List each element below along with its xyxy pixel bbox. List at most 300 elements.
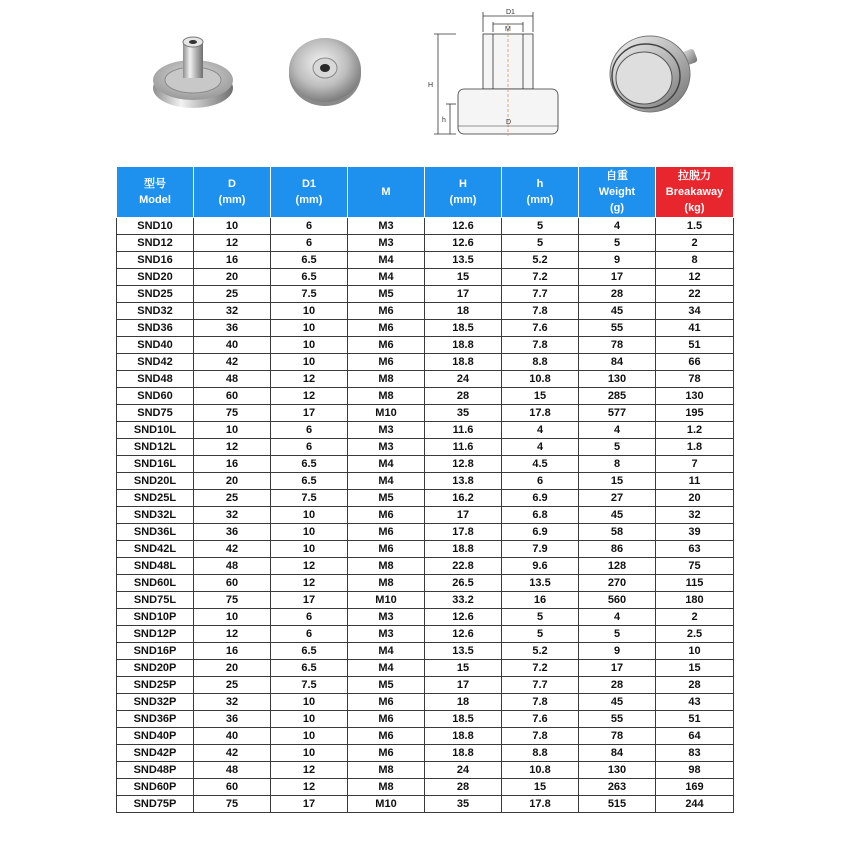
cell-weight: 515 (579, 796, 656, 813)
cell-h: 18.8 (425, 728, 502, 745)
cell-d1: 10 (271, 694, 348, 711)
cell-h: 26.5 (425, 575, 502, 592)
cell-m: M6 (348, 711, 425, 728)
cell-d1: 7.5 (271, 490, 348, 507)
cell-d1: 6.5 (271, 473, 348, 490)
cell-d1: 10 (271, 507, 348, 524)
cell-breakaway: 12 (656, 269, 734, 286)
cell-weight: 28 (579, 677, 656, 694)
table-row (117, 677, 734, 694)
cell-h-small: 8.8 (502, 745, 579, 762)
cell-weight: 17 (579, 269, 656, 286)
cell-h: 12.6 (425, 235, 502, 252)
cell-d1: 17 (271, 592, 348, 609)
cell-h-small: 17.8 (502, 405, 579, 422)
cell-d: 20 (194, 660, 271, 677)
cell-h-small: 10.8 (502, 371, 579, 388)
cell-model: SND42L (117, 541, 194, 558)
cell-m: M8 (348, 388, 425, 405)
pot-magnet-thread-image (285, 30, 365, 110)
cell-breakaway: 83 (656, 745, 734, 762)
cell-h-small: 13.5 (502, 575, 579, 592)
cell-m: M8 (348, 779, 425, 796)
cell-d: 75 (194, 405, 271, 422)
cell-m: M6 (348, 745, 425, 762)
table-row (117, 405, 734, 422)
cell-h-small: 5.2 (502, 643, 579, 660)
cell-h-small: 9.6 (502, 558, 579, 575)
cell-model: SND48P (117, 762, 194, 779)
table-row (117, 388, 734, 405)
cell-m: M3 (348, 218, 425, 235)
cell-h-small: 6.9 (502, 524, 579, 541)
cell-m: M6 (348, 303, 425, 320)
cell-d1: 12 (271, 762, 348, 779)
cell-breakaway: 11 (656, 473, 734, 490)
table-row (117, 337, 734, 354)
cell-d: 20 (194, 269, 271, 286)
table-row (117, 728, 734, 745)
cell-d1: 12 (271, 371, 348, 388)
cell-d: 25 (194, 490, 271, 507)
cell-d: 12 (194, 235, 271, 252)
header-m: M (348, 167, 425, 218)
cell-d1: 10 (271, 303, 348, 320)
cell-breakaway: 64 (656, 728, 734, 745)
cell-d1: 6 (271, 439, 348, 456)
cell-breakaway: 63 (656, 541, 734, 558)
cell-weight: 5 (579, 626, 656, 643)
cell-breakaway: 195 (656, 405, 734, 422)
cell-h: 17.8 (425, 524, 502, 541)
cell-h: 15 (425, 660, 502, 677)
cell-weight: 8 (579, 456, 656, 473)
table-row (117, 626, 734, 643)
cell-d1: 10 (271, 541, 348, 558)
table-row (117, 269, 734, 286)
cell-m: M6 (348, 320, 425, 337)
cell-h-small: 7.8 (502, 337, 579, 354)
cell-weight: 577 (579, 405, 656, 422)
cell-m: M4 (348, 473, 425, 490)
cell-weight: 86 (579, 541, 656, 558)
cell-model: SND60P (117, 779, 194, 796)
cell-m: M3 (348, 422, 425, 439)
cell-h-small: 7.8 (502, 728, 579, 745)
cell-weight: 4 (579, 218, 656, 235)
cell-h-small: 6.9 (502, 490, 579, 507)
cell-h-small: 8.8 (502, 354, 579, 371)
cell-d: 48 (194, 558, 271, 575)
cell-breakaway: 32 (656, 507, 734, 524)
cell-breakaway: 28 (656, 677, 734, 694)
cell-m: M6 (348, 337, 425, 354)
cell-m: M3 (348, 235, 425, 252)
cell-h-small: 5 (502, 235, 579, 252)
table-row (117, 575, 734, 592)
cell-h-small: 16 (502, 592, 579, 609)
cell-m: M10 (348, 405, 425, 422)
cell-h: 18.8 (425, 354, 502, 371)
cell-h-small: 7.2 (502, 269, 579, 286)
table-row (117, 592, 734, 609)
cell-d: 10 (194, 422, 271, 439)
cell-h: 11.6 (425, 439, 502, 456)
cell-h-small: 5 (502, 609, 579, 626)
cell-h-small: 6 (502, 473, 579, 490)
cell-m: M6 (348, 728, 425, 745)
cell-h: 18.8 (425, 541, 502, 558)
cell-model: SND20L (117, 473, 194, 490)
cell-weight: 130 (579, 762, 656, 779)
cell-breakaway: 8 (656, 252, 734, 269)
cell-model: SND60 (117, 388, 194, 405)
cell-model: SND32P (117, 694, 194, 711)
header-d1: D1 (mm) (271, 167, 348, 218)
cell-d1: 10 (271, 524, 348, 541)
table-row (117, 473, 734, 490)
cell-h: 17 (425, 286, 502, 303)
pot-magnet-side-image (604, 18, 704, 123)
table-row (117, 711, 734, 728)
cell-h: 18.5 (425, 320, 502, 337)
cell-d1: 6.5 (271, 269, 348, 286)
cell-weight: 78 (579, 728, 656, 745)
table-row (117, 609, 734, 626)
cell-m: M3 (348, 609, 425, 626)
cell-breakaway: 130 (656, 388, 734, 405)
cell-m: M5 (348, 286, 425, 303)
diagram-label-d: D (506, 119, 512, 126)
table-row (117, 490, 734, 507)
cell-h: 17 (425, 507, 502, 524)
cell-weight: 78 (579, 337, 656, 354)
cell-h-small: 17.8 (502, 796, 579, 813)
cell-model: SND12L (117, 439, 194, 456)
cell-model: SND42 (117, 354, 194, 371)
table-row (117, 643, 734, 660)
table-row (117, 252, 734, 269)
cell-h: 18.5 (425, 711, 502, 728)
cell-model: SND75 (117, 405, 194, 422)
cell-model: SND36P (117, 711, 194, 728)
cell-breakaway: 75 (656, 558, 734, 575)
cell-h-small: 7.6 (502, 711, 579, 728)
cell-h-small: 4 (502, 422, 579, 439)
cell-weight: 45 (579, 694, 656, 711)
cell-h-small: 15 (502, 388, 579, 405)
cell-model: SND36 (117, 320, 194, 337)
cell-m: M5 (348, 490, 425, 507)
cell-h: 18 (425, 694, 502, 711)
cell-breakaway: 2 (656, 235, 734, 252)
cell-m: M3 (348, 626, 425, 643)
cell-m: M10 (348, 592, 425, 609)
cell-h-small: 5.2 (502, 252, 579, 269)
cell-weight: 560 (579, 592, 656, 609)
cell-model: SND10P (117, 609, 194, 626)
cell-h-small: 7.2 (502, 660, 579, 677)
cell-d1: 6 (271, 626, 348, 643)
cell-m: M4 (348, 456, 425, 473)
cell-breakaway: 244 (656, 796, 734, 813)
cell-weight: 263 (579, 779, 656, 796)
cell-h-small: 5 (502, 626, 579, 643)
cell-model: SND75L (117, 592, 194, 609)
cell-model: SND20P (117, 660, 194, 677)
cell-breakaway: 22 (656, 286, 734, 303)
cell-breakaway: 39 (656, 524, 734, 541)
header-model: 型号 Model (117, 167, 194, 218)
cell-h: 18.8 (425, 337, 502, 354)
table-row (117, 235, 734, 252)
cell-h-small: 10.8 (502, 762, 579, 779)
cell-weight: 45 (579, 507, 656, 524)
cell-h-small: 15 (502, 779, 579, 796)
cell-h: 28 (425, 388, 502, 405)
cell-model: SND25P (117, 677, 194, 694)
cell-h-small: 7.6 (502, 320, 579, 337)
cell-breakaway: 43 (656, 694, 734, 711)
cell-m: M4 (348, 252, 425, 269)
table-row (117, 541, 734, 558)
spec-table (116, 166, 734, 813)
table-row (117, 779, 734, 796)
cell-model: SND25L (117, 490, 194, 507)
table-row (117, 762, 734, 779)
cell-m: M6 (348, 354, 425, 371)
dimension-diagram (408, 4, 568, 139)
cell-d: 32 (194, 507, 271, 524)
cell-model: SND36L (117, 524, 194, 541)
cell-d: 75 (194, 796, 271, 813)
cell-m: M5 (348, 677, 425, 694)
cell-breakaway: 66 (656, 354, 734, 371)
table-row (117, 286, 734, 303)
cell-d1: 10 (271, 337, 348, 354)
cell-model: SND48 (117, 371, 194, 388)
cell-model: SND48L (117, 558, 194, 575)
cell-breakaway: 1.5 (656, 218, 734, 235)
cell-h-small: 7.7 (502, 677, 579, 694)
cell-d: 12 (194, 439, 271, 456)
cell-m: M6 (348, 694, 425, 711)
cell-model: SND12 (117, 235, 194, 252)
cell-weight: 4 (579, 609, 656, 626)
cell-h: 13.8 (425, 473, 502, 490)
cell-model: SND60L (117, 575, 194, 592)
cell-h-small: 7.8 (502, 303, 579, 320)
cell-d1: 6 (271, 609, 348, 626)
cell-model: SND25 (117, 286, 194, 303)
cell-h: 12.6 (425, 609, 502, 626)
cell-d1: 6 (271, 218, 348, 235)
diagram-label-h-small: h (442, 117, 446, 124)
cell-weight: 15 (579, 473, 656, 490)
cell-weight: 28 (579, 286, 656, 303)
cell-d1: 12 (271, 558, 348, 575)
cell-d: 25 (194, 286, 271, 303)
cell-d1: 12 (271, 575, 348, 592)
cell-d1: 12 (271, 779, 348, 796)
cell-d: 36 (194, 320, 271, 337)
cell-h: 13.5 (425, 643, 502, 660)
cell-d: 42 (194, 541, 271, 558)
cell-m: M8 (348, 575, 425, 592)
cell-d: 25 (194, 677, 271, 694)
cell-m: M6 (348, 524, 425, 541)
cell-d: 40 (194, 728, 271, 745)
table-row (117, 694, 734, 711)
cell-m: M3 (348, 439, 425, 456)
cell-breakaway: 2 (656, 609, 734, 626)
table-row (117, 354, 734, 371)
cell-h: 18 (425, 303, 502, 320)
cell-weight: 17 (579, 660, 656, 677)
cell-d: 60 (194, 575, 271, 592)
cell-d: 42 (194, 354, 271, 371)
table-row (117, 524, 734, 541)
cell-breakaway: 180 (656, 592, 734, 609)
cell-breakaway: 78 (656, 371, 734, 388)
cell-breakaway: 7 (656, 456, 734, 473)
header-h: H (mm) (425, 167, 502, 218)
cell-h: 24 (425, 762, 502, 779)
table-row (117, 507, 734, 524)
table-row (117, 558, 734, 575)
diagram-label-h-big: H (428, 82, 434, 89)
cell-h: 24 (425, 371, 502, 388)
cell-h: 12.6 (425, 218, 502, 235)
cell-d: 40 (194, 337, 271, 354)
cell-weight: 270 (579, 575, 656, 592)
cell-weight: 55 (579, 711, 656, 728)
cell-breakaway: 34 (656, 303, 734, 320)
cell-weight: 9 (579, 252, 656, 269)
cell-h: 18.8 (425, 745, 502, 762)
cell-breakaway: 41 (656, 320, 734, 337)
cell-d: 60 (194, 388, 271, 405)
cell-h: 35 (425, 405, 502, 422)
cell-d1: 10 (271, 711, 348, 728)
cell-d: 60 (194, 779, 271, 796)
cell-model: SND40 (117, 337, 194, 354)
cell-d: 12 (194, 626, 271, 643)
cell-breakaway: 2.5 (656, 626, 734, 643)
cell-h-small: 4 (502, 439, 579, 456)
cell-m: M10 (348, 796, 425, 813)
cell-d: 20 (194, 473, 271, 490)
cell-d1: 7.5 (271, 286, 348, 303)
cell-h: 11.6 (425, 422, 502, 439)
cell-breakaway: 98 (656, 762, 734, 779)
cell-weight: 55 (579, 320, 656, 337)
cell-m: M8 (348, 558, 425, 575)
cell-h-small: 5 (502, 218, 579, 235)
cell-d1: 17 (271, 796, 348, 813)
cell-d: 10 (194, 218, 271, 235)
cell-weight: 5 (579, 235, 656, 252)
cell-weight: 128 (579, 558, 656, 575)
cell-d1: 10 (271, 320, 348, 337)
table-row (117, 456, 734, 473)
header-breakaway: 拉脱力 Breakaway (kg) (656, 167, 734, 218)
cell-weight: 285 (579, 388, 656, 405)
cell-h-small: 7.7 (502, 286, 579, 303)
cell-h: 13.5 (425, 252, 502, 269)
cell-weight: 84 (579, 745, 656, 762)
cell-h: 35 (425, 796, 502, 813)
cell-breakaway: 115 (656, 575, 734, 592)
cell-d1: 6 (271, 422, 348, 439)
cell-d: 42 (194, 745, 271, 762)
header-d: D (mm) (194, 167, 271, 218)
cell-d1: 12 (271, 388, 348, 405)
cell-d1: 6.5 (271, 456, 348, 473)
cell-model: SND75P (117, 796, 194, 813)
cell-m: M6 (348, 507, 425, 524)
cell-model: SND40P (117, 728, 194, 745)
cell-model: SND10 (117, 218, 194, 235)
table-row (117, 745, 734, 762)
cell-h-small: 4.5 (502, 456, 579, 473)
cell-h: 15 (425, 269, 502, 286)
table-row (117, 218, 734, 235)
table-row (117, 660, 734, 677)
cell-breakaway: 15 (656, 660, 734, 677)
cell-h: 28 (425, 779, 502, 796)
cell-h: 17 (425, 677, 502, 694)
cell-d1: 7.5 (271, 677, 348, 694)
cell-d: 48 (194, 371, 271, 388)
cell-h-small: 6.8 (502, 507, 579, 524)
cell-d1: 6.5 (271, 252, 348, 269)
cell-weight: 27 (579, 490, 656, 507)
table-row (117, 320, 734, 337)
cell-weight: 5 (579, 439, 656, 456)
cell-breakaway: 1.8 (656, 439, 734, 456)
cell-m: M6 (348, 541, 425, 558)
cell-d1: 17 (271, 405, 348, 422)
cell-h: 22.8 (425, 558, 502, 575)
cell-d1: 10 (271, 354, 348, 371)
pot-magnet-stud-image (145, 30, 245, 115)
cell-model: SND16 (117, 252, 194, 269)
cell-d: 16 (194, 643, 271, 660)
cell-d: 16 (194, 456, 271, 473)
cell-weight: 84 (579, 354, 656, 371)
cell-weight: 130 (579, 371, 656, 388)
cell-m: M4 (348, 660, 425, 677)
cell-h: 16.2 (425, 490, 502, 507)
cell-breakaway: 169 (656, 779, 734, 796)
cell-h-small: 7.9 (502, 541, 579, 558)
table-row (117, 422, 734, 439)
cell-d1: 6 (271, 235, 348, 252)
cell-weight: 9 (579, 643, 656, 660)
table-row (117, 303, 734, 320)
cell-m: M8 (348, 371, 425, 388)
cell-d1: 6.5 (271, 643, 348, 660)
cell-breakaway: 51 (656, 711, 734, 728)
header-weight: 自重 Weight (g) (579, 167, 656, 218)
cell-weight: 4 (579, 422, 656, 439)
cell-h: 33.2 (425, 592, 502, 609)
cell-h: 12.8 (425, 456, 502, 473)
cell-model: SND16L (117, 456, 194, 473)
cell-d: 48 (194, 762, 271, 779)
cell-d1: 10 (271, 745, 348, 762)
